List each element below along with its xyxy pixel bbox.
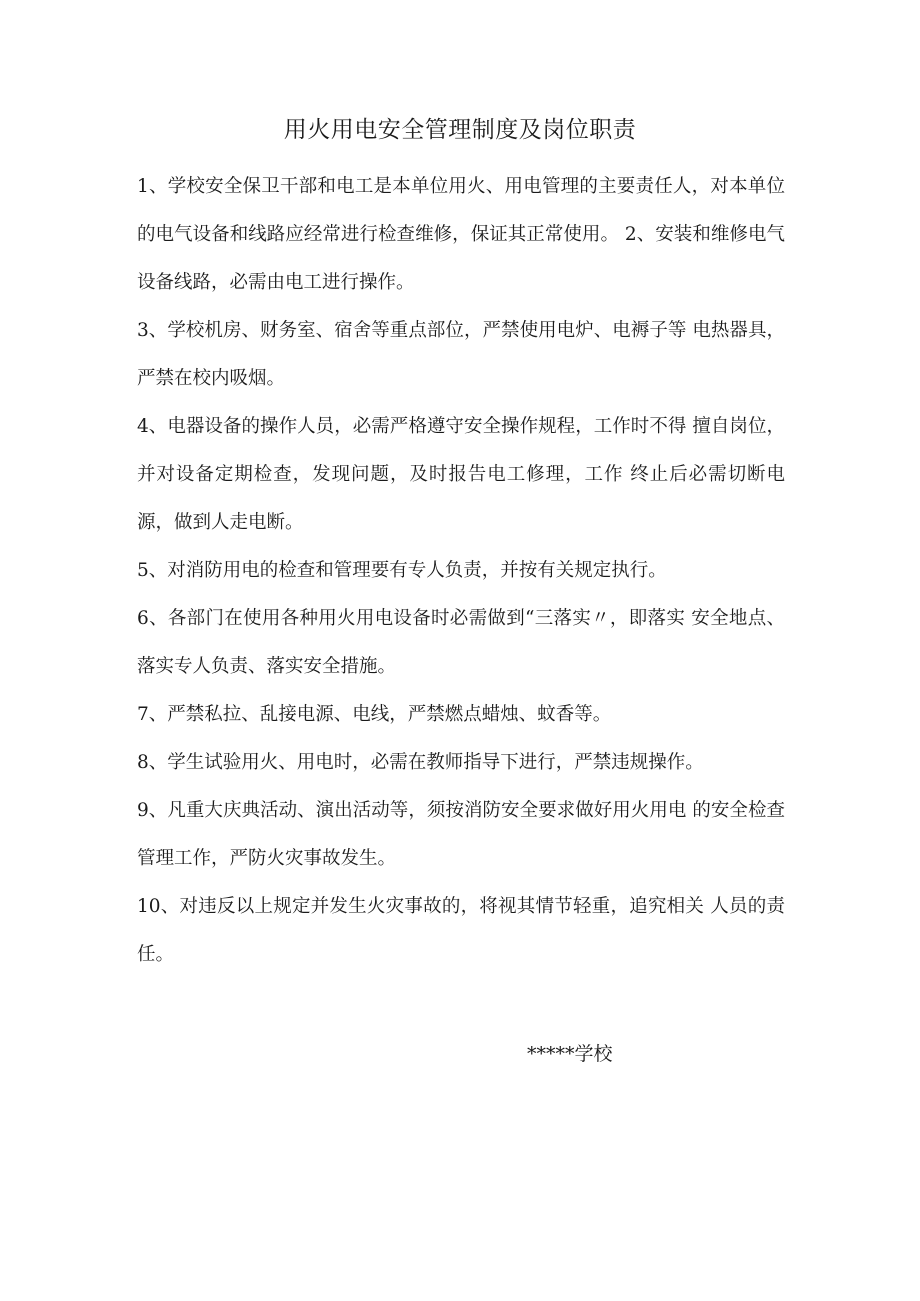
paragraph-5: 5、对消防用电的检查和管理要有专人负责，并按有关规定执行。 <box>137 560 667 581</box>
paragraph-7: 7、严禁私拉、乱接电源、电线，严禁燃点蜡烛、蚊香等。 <box>137 704 612 725</box>
paragraph-9: 9、凡重大庆典活动、演出活动等，须按消防安全要求做好用火用电 的安全检查管理工作，严防火灾事故发生。 <box>137 800 785 869</box>
document-title: 用火用电安全管理制度及岗位职责 <box>283 117 637 143</box>
document-body <box>137 163 785 979</box>
paragraph-10: 10、对违反以上规定并发生火灾事故的，将视其情节轻重，追究相关 人员的责任。 <box>137 896 785 965</box>
paragraph-6: 6、各部门在使用各种用火用电设备时必需做到“三落实〃，即落实 安全地点、落实专人负责、落实安全措施。 <box>137 608 785 677</box>
paragraph-3: 3、学校机房、财务室、宿舍等重点部位，严禁使用电炉、电褥子等 电热器具，严禁在校内吸烟。 <box>137 320 785 389</box>
paragraph-4: 4、电器设备的操作人员，必需严格遵守安全操作规程，工作时不得 擅自岗位，并对设备定期检查，发现问题，及时报告电工修理，工作 终止后必需切断电源，做到人走电断。 <box>137 416 785 533</box>
paragraph-8: 8、学生试验用火、用电时，必需在教师指导下进行，严禁违规操作。 <box>137 752 704 773</box>
paragraph-1: 1、学校安全保卫干部和电工是本单位用火、用电管理的主要责任人，对本单位的电气设备和线路应经常进行检查维修，保证其正常使用。 2、安装和维修电气设备线路，必需由电工进行操作。 <box>137 176 785 293</box>
signature-school: *****学校 <box>527 1043 613 1065</box>
